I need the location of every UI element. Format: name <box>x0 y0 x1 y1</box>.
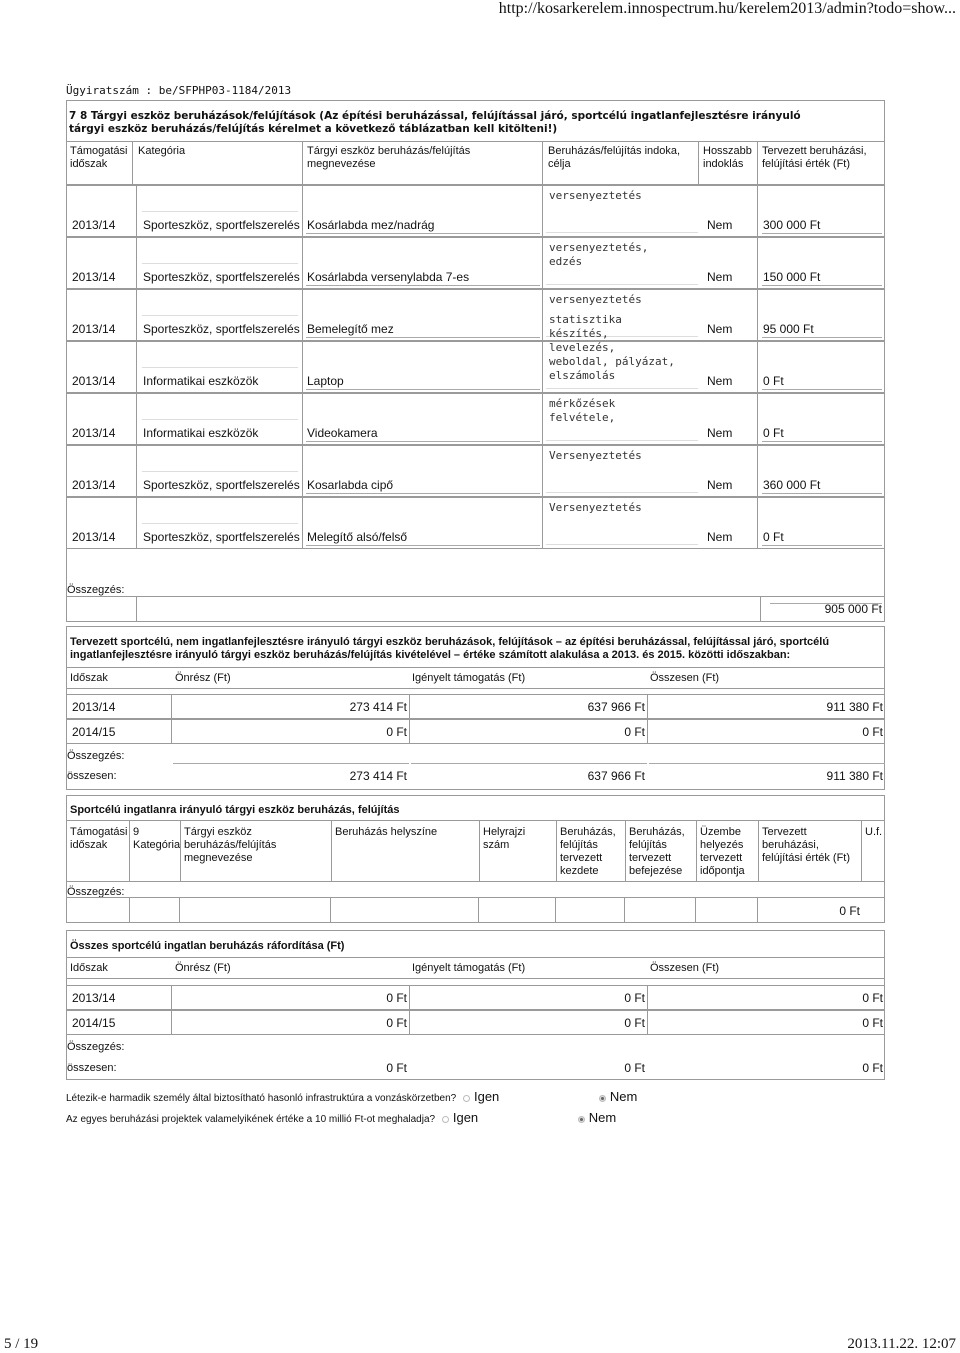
column-header: 9 Kategória <box>133 826 181 851</box>
header-value: Tervezett beruházási, felújítási érték (Ft) <box>762 145 867 170</box>
value-input[interactable]: 95 000 Ft <box>763 322 814 336</box>
longer-select[interactable]: Nem <box>707 322 733 336</box>
total-amount: 0 Ft <box>862 1016 883 1030</box>
col-own: Önrész (Ft) <box>175 962 231 974</box>
column-header: Tárgyi eszköz beruházás/felújítás megnevezése <box>184 826 277 864</box>
property-sum-label: összesen: <box>67 1062 117 1074</box>
case-number: Ügyiratszám : be/SFPHP03-1184/2013 <box>66 84 292 97</box>
radio-no[interactable] <box>578 1116 585 1123</box>
value-input[interactable]: 0 Ft <box>763 530 784 544</box>
period-cell: 2013/14 <box>72 426 116 440</box>
period-cell: 2013/14 <box>72 700 116 714</box>
category-select[interactable]: Informatikai eszközök <box>143 374 259 388</box>
period-cell: 2013/14 <box>72 478 116 492</box>
question-third-party <box>66 1089 637 1104</box>
header-period: Támogatási időszak <box>70 145 128 170</box>
requested-amount: 0 Ft <box>624 1016 645 1030</box>
reason-textarea[interactable]: statisztika készítés, levelezés, weboldal, pályázat, elszámolás <box>549 313 675 382</box>
radio-yes[interactable] <box>463 1095 470 1102</box>
column-header: Helyrajzi szám <box>483 826 526 851</box>
question-text: Az egyes beruházási projektek valamelyikének értéke a 10 millió Ft-ot meghaladja? <box>66 1114 436 1125</box>
name-input[interactable]: Kosárlabda versenylabda 7-es <box>307 270 470 284</box>
total-amount: 0 Ft <box>862 991 883 1005</box>
category-select[interactable]: Sporteszköz, sportfelszerelés <box>143 270 300 284</box>
category-select[interactable]: Sporteszköz, sportfelszerelés <box>143 530 300 544</box>
page-number: 5 / 19 <box>4 1336 39 1352</box>
requested-amount: 637 966 Ft <box>587 700 645 714</box>
property-summary2-label: Összegzés: <box>67 1041 125 1053</box>
own-amount: 0 Ft <box>386 725 407 739</box>
page-url: http://kosarkerelem.innospectrum.hu/kerelem2013/admin?todo=show... <box>498 0 956 17</box>
header-reason: Beruházás/felújítás indoka, célja <box>548 145 681 170</box>
name-input[interactable]: Kosarlabda cipő <box>307 478 394 492</box>
name-input[interactable]: Laptop <box>307 374 344 388</box>
requested-amount: 0 Ft <box>624 991 645 1005</box>
property-total: 0 Ft <box>839 904 860 918</box>
period-cell: 2013/14 <box>72 270 116 284</box>
col-requested: Igényelt támogatás (Ft) <box>412 962 526 974</box>
property-sum-requested: 0 Ft <box>624 1061 645 1075</box>
column-header: Beruházás, felújítás tervezett kezdete <box>560 826 616 877</box>
category-select[interactable]: Sporteszköz, sportfelszerelés <box>143 218 300 232</box>
planned-sum-total: 911 380 Ft <box>826 769 883 783</box>
reason-textarea[interactable]: mérkőzések felvétele, <box>549 397 616 424</box>
period-cell: 2013/14 <box>72 218 116 232</box>
reason-textarea[interactable]: versenyeztetés <box>549 189 642 202</box>
asset-total: 905 000 Ft <box>824 602 882 616</box>
header-longer: Hosszabb indoklás <box>703 145 752 170</box>
yes-label: Igen <box>452 1110 479 1125</box>
value-input[interactable]: 360 000 Ft <box>763 478 821 492</box>
name-input[interactable]: Melegítő alsó/felső <box>307 530 408 544</box>
period-cell: 2013/14 <box>72 991 116 1005</box>
longer-select[interactable]: Nem <box>707 270 733 284</box>
column-header: Beruházás helyszíne <box>335 826 438 838</box>
column-header: Tervezett beruházási, felújítási érték (Ft) <box>762 826 851 864</box>
name-input[interactable]: Bemelegítő mez <box>307 322 394 336</box>
col-period: Időszak <box>70 962 108 974</box>
property-investment-title: Sportcélú ingatlanra irányuló tárgyi eszköz beruházás, felújítás <box>70 804 400 816</box>
period-cell: 2014/15 <box>72 1016 116 1030</box>
col-period: Időszak <box>70 672 108 684</box>
reason-textarea[interactable]: versenyeztetés <box>549 293 642 306</box>
print-datetime: 2013.11.22. 12:07 <box>847 1336 956 1352</box>
longer-select[interactable]: Nem <box>707 218 733 232</box>
reason-textarea[interactable]: Versenyeztetés <box>549 449 642 462</box>
period-cell: 2013/14 <box>72 374 116 388</box>
property-sum-total: 0 Ft <box>862 1061 883 1075</box>
section-title: 7 8 Tárgyi eszköz beruházások/felújítások (Az építési beruházással, felújítással járó, sportcélú ingatlanfejlesztésre irányuló tárgyi eszköz beruházás/felújítás kérelmet a következő táblázatban kell kitölteni!) <box>69 110 801 135</box>
question-text: Létezik-e harmadik személy által biztosítható hasonló infrastruktúra a vonzáskörzetben? <box>66 1093 457 1104</box>
longer-select[interactable]: Nem <box>707 426 733 440</box>
column-header: Üzembe helyezés tervezett időpontja <box>700 826 745 877</box>
period-cell: 2013/14 <box>72 530 116 544</box>
question-over-10m <box>66 1110 616 1125</box>
header-category: Kategória <box>138 145 186 157</box>
own-amount: 273 414 Ft <box>349 700 407 714</box>
no-label: Nem <box>609 1089 638 1104</box>
no-label: Nem <box>588 1110 617 1125</box>
longer-select[interactable]: Nem <box>707 530 733 544</box>
planned-sum-label: összesen: <box>67 770 117 782</box>
radio-yes[interactable] <box>442 1116 449 1123</box>
total-amount: 0 Ft <box>862 725 883 739</box>
name-input[interactable]: Kosárlabda mez/nadrág <box>307 218 435 232</box>
longer-select[interactable]: Nem <box>707 374 733 388</box>
own-amount: 0 Ft <box>386 1016 407 1030</box>
reason-textarea[interactable]: Versenyeztetés <box>549 501 642 514</box>
name-input[interactable]: Videokamera <box>307 426 378 440</box>
property-totals-title: Összes sportcélú ingatlan beruházás ráfordítása (Ft) <box>70 940 345 952</box>
value-input[interactable]: 0 Ft <box>763 426 784 440</box>
total-amount: 911 380 Ft <box>826 700 883 714</box>
header-name: Tárgyi eszköz beruházás/felújítás megnevezése <box>307 145 471 170</box>
reason-textarea[interactable]: versenyeztetés, edzés <box>549 241 649 268</box>
category-select[interactable]: Sporteszköz, sportfelszerelés <box>143 322 300 336</box>
period-cell: 2014/15 <box>72 725 116 739</box>
value-input[interactable]: 300 000 Ft <box>763 218 821 232</box>
property-summary-label: Összegzés: <box>67 886 125 898</box>
period-cell: 2013/14 <box>72 322 116 336</box>
requested-amount: 0 Ft <box>624 725 645 739</box>
col-total: Összesen (Ft) <box>650 962 720 974</box>
column-header: Beruházás, felújítás tervezett befejezése <box>629 826 685 877</box>
col-own: Önrész (Ft) <box>175 672 231 684</box>
col-requested: Igényelt támogatás (Ft) <box>412 672 526 684</box>
radio-no[interactable] <box>599 1095 606 1102</box>
property-sum-own: 0 Ft <box>386 1061 407 1075</box>
column-header: U.f. <box>865 826 883 838</box>
value-input[interactable]: 0 Ft <box>763 374 784 388</box>
category-select[interactable]: Sporteszköz, sportfelszerelés <box>143 478 300 492</box>
column-header: Támogatási időszak <box>70 826 128 851</box>
planned-totals-title: Tervezett sportcélú, nem ingatlanfejlesztésre irányuló tárgyi eszköz beruházások, felújítások – az építési beruházással, felújítással járó, sportcélú ingatlanfejlesztésre irányuló tárgyi eszköz beruházás/felújítás kivételével – értéke számított alakulása a 2013. és 2015. közötti időszakban: <box>70 636 830 661</box>
planned-sum-requested: 637 966 Ft <box>587 769 645 783</box>
summary-label: Összegzés: <box>67 584 125 596</box>
longer-select[interactable]: Nem <box>707 478 733 492</box>
col-total: Összesen (Ft) <box>650 672 720 684</box>
value-input[interactable]: 150 000 Ft <box>763 270 821 284</box>
planned-sum-own: 273 414 Ft <box>349 769 407 783</box>
category-select[interactable]: Informatikai eszközök <box>143 426 259 440</box>
own-amount: 0 Ft <box>386 991 407 1005</box>
yes-label: Igen <box>473 1089 500 1104</box>
planned-summary-label: Összegzés: <box>67 750 125 762</box>
